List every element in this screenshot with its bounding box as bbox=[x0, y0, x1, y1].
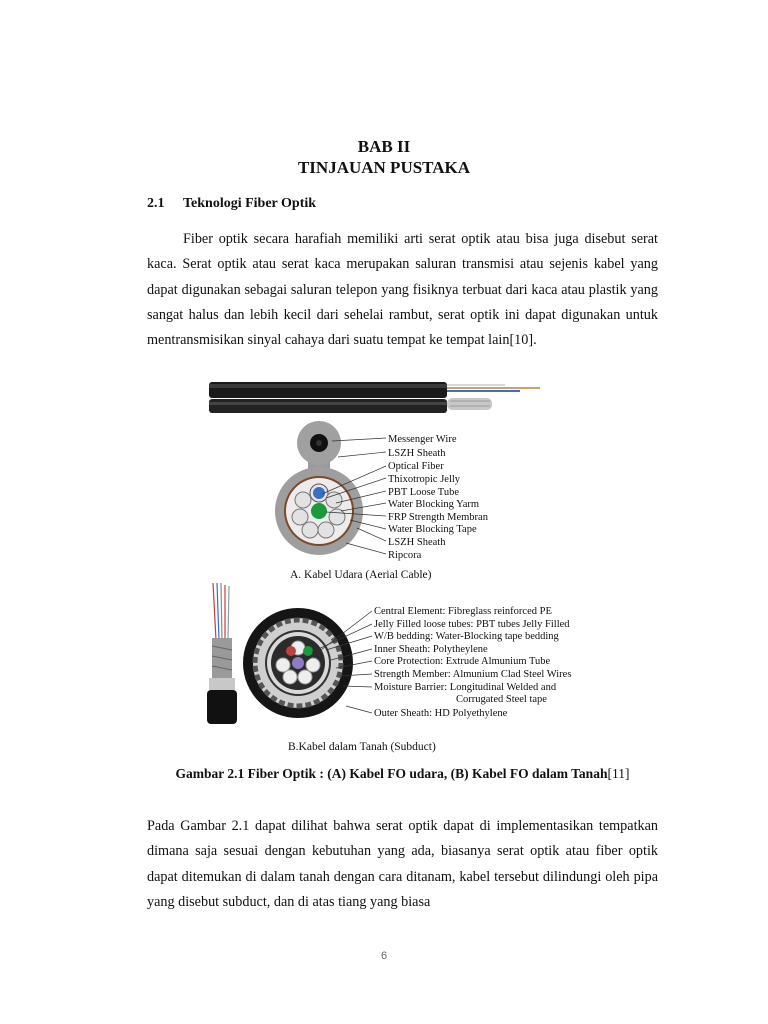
aerial-label: Ripcora bbox=[388, 550, 422, 561]
aerial-label: Optical Fiber bbox=[388, 461, 444, 472]
underground-label: Strength Member: Almunium Clad Steel Wires bbox=[374, 669, 572, 680]
underground-labels bbox=[374, 606, 571, 719]
caption-reference: [11] bbox=[607, 766, 630, 781]
aerial-subtitle: A. Kabel Udara (Aerial Cable) bbox=[290, 569, 432, 581]
underground-label: W/B bedding: Water-Blocking tape bedding bbox=[374, 631, 559, 642]
underground-cable-cross-section bbox=[243, 608, 353, 718]
aerial-label: Messenger Wire bbox=[388, 434, 457, 445]
section-number: 2.1 bbox=[147, 196, 165, 211]
paragraph-intro: Fiber optik secara harafiah memiliki arti serat optik atau bisa juga disebut serat kaca. Serat optik atau serat kaca merupakan saluran transmisi atau sejenis kabel yang dapat digunakan sebagai saluran telepon yang fisiknya terbuat dari kaca atau plastik yang sangat halus dan lebih kecil dari sehelai rambut, serat optik ini dapat digunakan untuk mentransmisikan sinyal cahaya dari suatu tempat ke tempat lain[10]. bbox=[147, 231, 658, 349]
aerial-cable-cross-section bbox=[275, 421, 363, 555]
aerial-label: PBT Loose Tube bbox=[388, 487, 459, 498]
figure-caption bbox=[150, 766, 655, 782]
underground-label: Corrugated Steel tape bbox=[456, 694, 547, 705]
underground-label: Jelly Filled loose tubes: PBT tubes Jelly Filled bbox=[374, 619, 570, 630]
chapter-heading: BAB II bbox=[357, 137, 411, 156]
underground-label: Core Protection: Extrude Almunium Tube bbox=[374, 656, 551, 667]
aerial-label: FRP Strength Membran bbox=[388, 512, 488, 523]
underground-label: Central Element: Fibreglass reinforced PE bbox=[374, 606, 552, 617]
chapter-title: TINJAUAN PUSTAKA bbox=[297, 158, 471, 177]
caption-text: Gambar 2.1 Fiber Optik : (A) Kabel FO udara, (B) Kabel FO dalam Tanah bbox=[175, 766, 608, 781]
aerial-label: Water Blocking Yarm bbox=[388, 499, 480, 510]
underground-subtitle: B.Kabel dalam Tanah (Subduct) bbox=[288, 741, 436, 753]
page-number: 6 bbox=[380, 950, 388, 962]
underground-label: Moisture Barrier: Longitudinal Welded and bbox=[374, 682, 557, 693]
underground-label: Inner Sheath: Polytheylene bbox=[374, 644, 488, 655]
aerial-label: LSZH Sheath bbox=[388, 537, 446, 548]
aerial-label: Thixotropic Jelly bbox=[388, 474, 461, 485]
underground-label: Outer Sheath: HD Polyethylene bbox=[374, 708, 508, 719]
aerial-labels bbox=[388, 434, 489, 561]
aerial-label: Water Blocking Tape bbox=[388, 524, 477, 535]
section-title: Teknologi Fiber Optik bbox=[183, 196, 317, 211]
underground-cable-side-image bbox=[207, 583, 237, 724]
aerial-label: LSZH Sheath bbox=[388, 448, 446, 459]
aerial-cable-side-image bbox=[209, 382, 540, 413]
paragraph-body: Pada Gambar 2.1 dapat dilihat bahwa serat optik dapat di implementasikan tempatkan dimana saja sesuai dengan kebutuhan yang ada, biasanya serat optik atau fiber optik dapat ditemukan di dalam tanah dengan cara ditanam, kabel tersebut dilindungi oleh pipa yang disebut subduct, dan di atas tiang yang biasa bbox=[147, 818, 658, 910]
